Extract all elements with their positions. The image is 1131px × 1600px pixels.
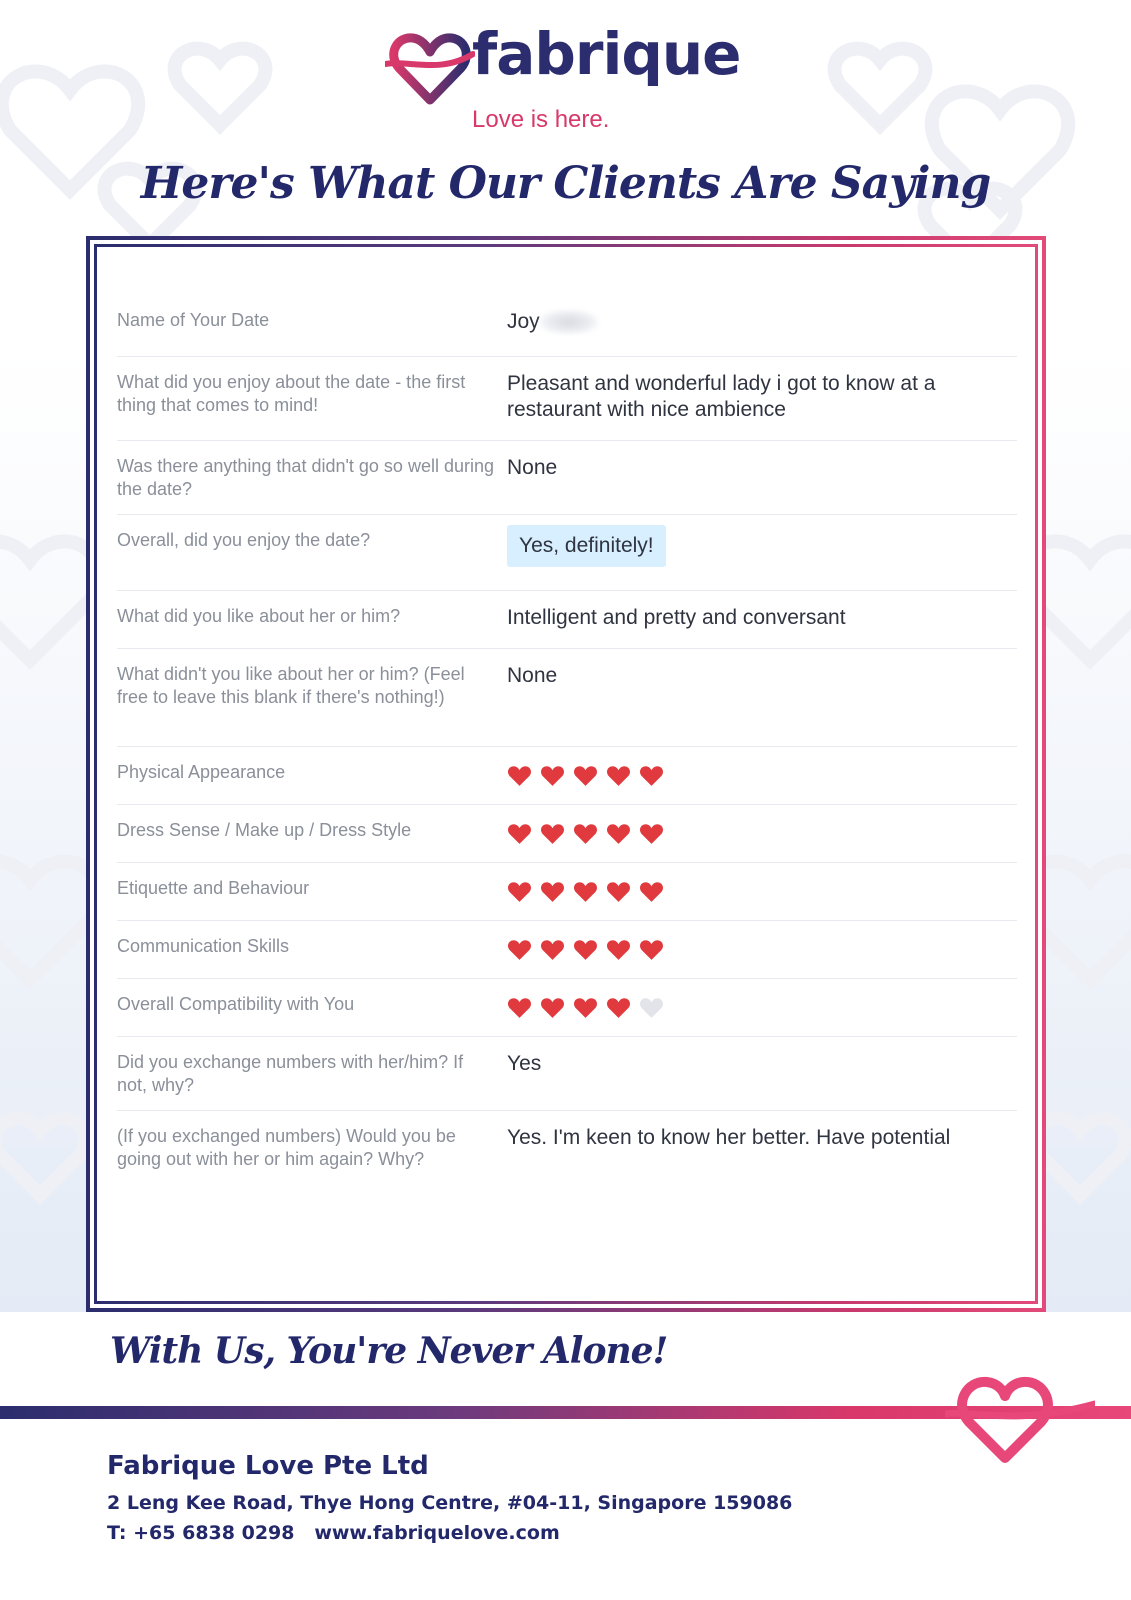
- rating-value: [507, 863, 1017, 920]
- rating-row: [117, 805, 1017, 863]
- heart-filled-icon: [606, 823, 631, 845]
- rating-label: Communication Skills: [117, 936, 290, 956]
- rating-value: [507, 805, 1017, 862]
- answer-value: Yes. I'm keen to know her better. Have potential: [507, 1126, 951, 1149]
- rating-label: Overall Compatibility with You: [117, 994, 355, 1014]
- row-not-well: [117, 441, 1017, 515]
- date-name-text: Joy: [507, 310, 540, 333]
- heart-filled-icon: [540, 997, 565, 1019]
- rating-label: Physical Appearance: [117, 762, 286, 782]
- heart-filled-icon: [606, 939, 631, 961]
- answer-value: [507, 515, 1017, 590]
- heart-filled-icon: [507, 765, 532, 787]
- heart-filled-icon: [507, 997, 532, 1019]
- row-numbers: [117, 1037, 1017, 1111]
- heart-filled-icon: [639, 881, 664, 903]
- company-name: Fabrique Love Pte Ltd: [107, 1451, 429, 1481]
- rating-value: [507, 747, 1017, 804]
- heart-filled-icon: [606, 765, 631, 787]
- rating-label: Etiquette and Behaviour: [117, 878, 310, 898]
- testimonial-frame: [86, 236, 1046, 1312]
- feedback-card: [97, 247, 1035, 1301]
- heart-filled-icon: [606, 997, 631, 1019]
- heart-filled-icon: [540, 881, 565, 903]
- answer-value: Yes: [507, 1052, 542, 1075]
- heart-rating: [507, 877, 1017, 903]
- row-like: [117, 591, 1017, 649]
- question-label: (If you exchanged numbers) Would you be going out with her or him again? Why?: [117, 1126, 456, 1169]
- heart-filled-icon: [540, 939, 565, 961]
- feedback-form: [117, 295, 1017, 1211]
- row-date-name: [117, 295, 1017, 357]
- question-label: Overall, did you enjoy the date?: [117, 530, 371, 550]
- ratings-list: [117, 747, 1017, 1037]
- rating-row: [117, 921, 1017, 979]
- answer-value: None: [507, 456, 558, 479]
- rating-value: [507, 921, 1017, 978]
- row-overall: [117, 515, 1017, 591]
- heart-filled-icon: [639, 765, 664, 787]
- question-label: Was there anything that didn't go so well during the date?: [117, 456, 494, 499]
- company-address: 2 Leng Kee Road, Thye Hong Centre, #04-11, Singapore 159086: [107, 1492, 793, 1514]
- company-contact: T: +65 6838 0298 www.fabriquelove.com: [107, 1522, 560, 1544]
- heart-filled-icon: [573, 997, 598, 1019]
- rating-row: [117, 863, 1017, 921]
- heart-rating: [507, 935, 1017, 961]
- rating-row: [117, 979, 1017, 1037]
- question-label: Did you exchange numbers with her/him? If not, why?: [117, 1052, 464, 1095]
- header: [0, 0, 1131, 230]
- brand-tagline: Love is here.: [472, 106, 610, 133]
- heart-filled-icon: [573, 881, 598, 903]
- answer-value: Pleasant and wonderful lady i got to know at a restaurant with nice ambience: [507, 372, 936, 421]
- redacted-surname-blur: [540, 310, 598, 334]
- brand-name: fabrique: [472, 20, 741, 88]
- heart-filled-icon: [639, 939, 664, 961]
- question-label: What did you like about her or him?: [117, 606, 401, 626]
- heart-filled-icon: [507, 881, 532, 903]
- answer-pill: Yes, definitely!: [507, 525, 666, 567]
- row-again: [117, 1111, 1017, 1211]
- footer-slogan: With Us, You're Never Alone!: [110, 1330, 668, 1372]
- heart-filled-icon: [573, 765, 598, 787]
- heart-empty-icon: [639, 997, 664, 1019]
- row-dislike: [117, 649, 1017, 747]
- heart-filled-icon: [540, 765, 565, 787]
- heart-filled-icon: [573, 823, 598, 845]
- row-enjoy: [117, 357, 1017, 441]
- answer-value: None: [507, 664, 558, 687]
- heart-rating: [507, 993, 1017, 1019]
- heart-filled-icon: [540, 823, 565, 845]
- footer-heart-icon: [945, 1370, 1095, 1470]
- question-label: What didn't you like about her or him? (Feel free to leave this blank if there's nothing!): [117, 664, 465, 707]
- rating-value: [507, 979, 1017, 1036]
- heart-filled-icon: [606, 881, 631, 903]
- fabrique-heart-logo-icon: [385, 30, 475, 110]
- heart-rating: [507, 761, 1017, 787]
- question-label: Name of Your Date: [117, 310, 270, 330]
- answer-value: [507, 295, 1017, 356]
- heart-filled-icon: [507, 823, 532, 845]
- answer-value: Intelligent and pretty and conversant: [507, 606, 846, 629]
- page-headline: Here's What Our Clients Are Saying: [140, 158, 991, 209]
- heart-filled-icon: [507, 939, 532, 961]
- rating-label: Dress Sense / Make up / Dress Style: [117, 820, 412, 840]
- rating-row: [117, 747, 1017, 805]
- heart-rating: [507, 819, 1017, 845]
- question-label: What did you enjoy about the date - the first thing that comes to mind!: [117, 372, 466, 415]
- heart-filled-icon: [573, 939, 598, 961]
- heart-filled-icon: [639, 823, 664, 845]
